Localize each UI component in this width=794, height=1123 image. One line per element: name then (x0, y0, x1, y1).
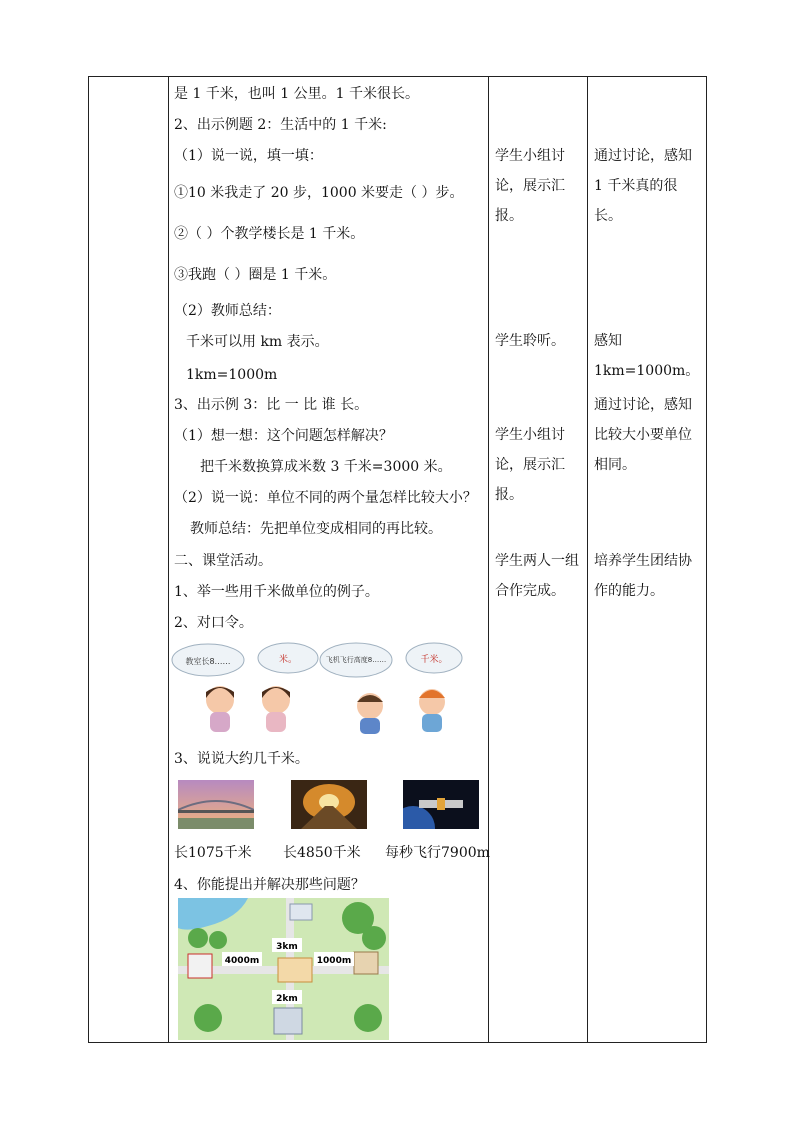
lesson-line: 教师总结：先把单位变成相同的再比较。 (190, 521, 442, 537)
lesson-line: 2、对口令。 (174, 615, 253, 631)
student-activity: 学生两人一组合作完成。 (495, 553, 579, 599)
lesson-line: 1km=1000m (186, 367, 278, 383)
lesson-line: （2）说一说：单位不同的两个量怎样比较大小？ (174, 490, 477, 506)
lesson-line: 千米可以用 km 表示。 (186, 334, 329, 350)
design-intent: 感知 1km=1000m。 (594, 333, 700, 379)
boy-figure (419, 689, 445, 732)
bubble-text: 教室长8…… (185, 657, 231, 666)
bubble-text: 飞机飞行高度8…… (325, 656, 387, 664)
design-intent: 通过讨论，感知比较大小要单位相同。 (594, 397, 692, 473)
lesson-line: ②（ ）个教学楼长是 1 千米。 (174, 226, 365, 242)
student-activity: 学生小组讨论，展示汇报。 (495, 148, 565, 224)
column-divider (587, 77, 588, 1042)
photo-caption: 每秒飞行7900m (385, 845, 490, 861)
map-label: 3km (276, 942, 298, 952)
design-intent: 培养学生团结协作的能力。 (594, 553, 692, 599)
lesson-line: 把千米数换算成米数 3 千米=3000 米。 (200, 459, 452, 475)
lesson-line: （2）教师总结： (174, 303, 281, 319)
dialogue-illustration (170, 640, 476, 736)
distance-map (178, 898, 389, 1040)
map-label: 2km (276, 994, 298, 1004)
boy-figure (357, 693, 383, 734)
photo-caption: 长1075千米 (174, 845, 252, 861)
lesson-line: ③我跑（ ）圈是 1 千米。 (174, 267, 337, 283)
lesson-line: 4、你能提出并解决那些问题？ (174, 877, 365, 893)
lesson-line: 3、说说大约几千米。 (174, 751, 309, 767)
girl-figure (206, 686, 234, 732)
lesson-line: 1、举一些用千米做单位的例子。 (174, 584, 379, 600)
bubble-text: 米。 (278, 655, 298, 665)
lesson-line: 2、出示例题 2：生活中的 1 千米: (174, 117, 387, 133)
student-activity: 学生小组讨论，展示汇报。 (495, 427, 565, 503)
photo-caption: 长4850千米 (283, 845, 361, 861)
lesson-line: （1）想一想：这个问题怎样解决？ (174, 428, 393, 444)
lesson-line: 二、课堂活动。 (174, 553, 272, 569)
design-intent: 通过讨论，感知 1 千米真的很长。 (594, 148, 692, 224)
tunnel-photo (291, 780, 367, 829)
lesson-line: （1）说一说，填一填： (174, 148, 323, 164)
lesson-line: ①10 米我走了 20 步，1000 米要走（ ）步。 (174, 185, 464, 201)
map-label: 4000m (224, 956, 260, 966)
student-activity: 学生聆听。 (495, 333, 565, 349)
column-divider (488, 77, 489, 1042)
map-label: 1000m (316, 956, 352, 966)
bridge-photo (178, 780, 254, 829)
satellite-photo (403, 780, 479, 829)
girl-figure (262, 686, 290, 732)
lesson-line: 3、出示例 3：比 一 比 谁 长。 (174, 397, 369, 413)
column-divider (168, 77, 169, 1042)
lesson-line: 是 1 千米，也叫 1 公里。1 千米很长。 (174, 86, 419, 102)
bubble-text: 千米。 (420, 655, 448, 665)
